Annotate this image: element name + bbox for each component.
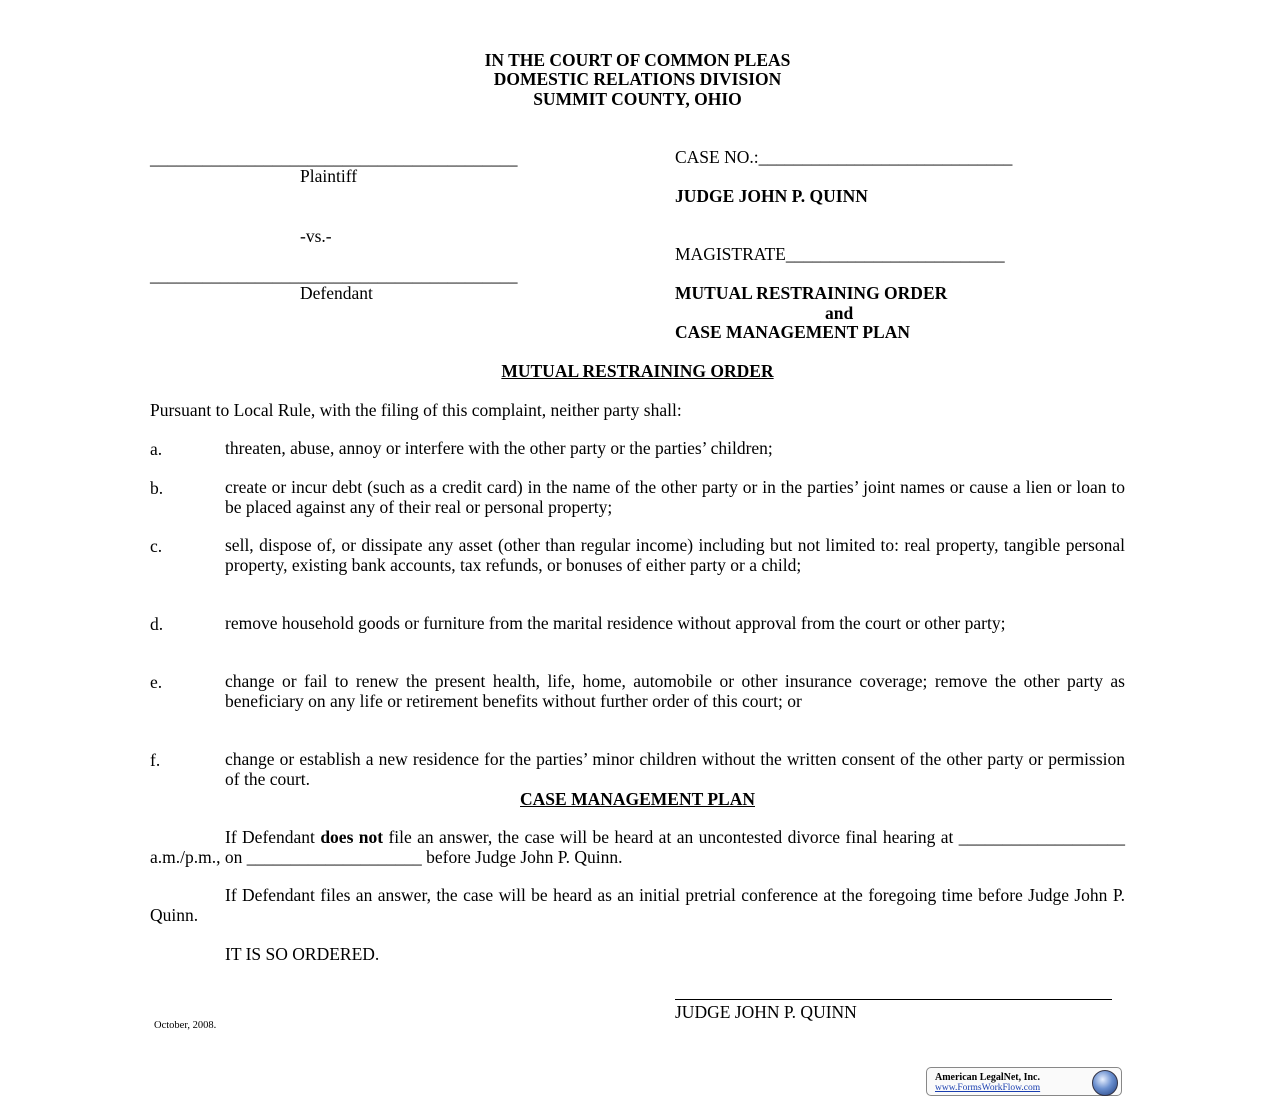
legalnet-logo[interactable] [926,1067,1122,1096]
item-text: change or establish a new residence for the parties’ minor children without the written consent of the other party or permission of the court. [225,749,1125,789]
logo-company: American LegalNet, Inc. [935,1072,1040,1083]
defendant-blank-line: __________________________________________ [150,265,518,285]
item-letter: e. [150,672,163,692]
assigned-judge: JUDGE JOHN P. QUINN [675,186,868,206]
item-text: sell, dispose of, or dissipate any asset (other than regular income) including but not limited to: real property, tangible personal property, existing bank accounts, tax refunds, or bonuses of either party or a child; [225,535,1125,575]
item-text: change or fail to renew the present health, life, home, automobile or other insurance coverage; remove the other party as beneficiary on any life or retirement benefits without further order of this court; or [225,671,1125,711]
restraining-order-heading: MUTUAL RESTRAINING ORDER [501,361,774,381]
case-number-field: CASE NO.:_____________________________ [675,147,1013,167]
signature-line [675,999,1112,1000]
item-letter: d. [150,614,164,634]
document-title-and: and [825,303,854,323]
item-letter: f. [150,750,161,770]
case-management-heading: CASE MANAGEMENT PLAN [520,789,755,809]
court-division: DOMESTIC RELATIONS DIVISION [493,69,782,89]
court-name: IN THE COURT OF COMMON PLEAS [484,50,791,70]
case-management-paragraph-1 [150,828,1125,867]
logo-url-link[interactable]: www.FormsWorkFlow.com [935,1083,1041,1093]
so-ordered: IT IS SO ORDERED. [225,944,380,964]
restraining-order-intro: Pursuant to Local Rule, with the filing of this complaint, neither party shall: [150,400,682,420]
document-title-1: MUTUAL RESTRAINING ORDER [675,283,948,303]
revision-date: October, 2008. [154,1020,217,1031]
item-letter: a. [150,439,163,459]
document-title-2: CASE MANAGEMENT PLAN [675,322,910,342]
court-county: SUMMIT COUNTY, OHIO [533,89,742,109]
p1-rest: file an answer, the case will be heard at an uncontested divorce final hearing at ___________________ a.m./p.m., on ____________________ before Judge John P. Quinn. [150,827,1125,867]
globe-icon [1092,1070,1118,1096]
defendant-label: Defendant [300,283,373,303]
item-letter: b. [150,478,164,498]
item-text: remove household goods or furniture from the marital residence without approval from the court or other party; [225,613,1006,633]
case-management-paragraph-2: If Defendant files an answer, the case will be heard as an initial pretrial conference at the foregoing time before Judge John P. Quinn. [150,885,1125,925]
signature-name: JUDGE JOHN P. QUINN [675,1002,857,1022]
magistrate-field: MAGISTRATE_________________________ [675,244,1005,264]
item-text: threaten, abuse, annoy or interfere with the other party or the parties’ children; [225,438,773,458]
item-letter: c. [150,536,163,556]
plaintiff-blank-line: __________________________________________ [150,148,518,168]
p1-start: If Defendant [225,827,321,847]
p1-emphasis: does not [320,827,384,847]
item-text: create or incur debt (such as a credit card) in the name of the other party or in the parties’ joint names or cause a lien or loan to be placed against any of their real or personal property; [225,477,1125,517]
plaintiff-label: Plaintiff [300,166,358,186]
versus-label: -vs.- [300,226,332,246]
